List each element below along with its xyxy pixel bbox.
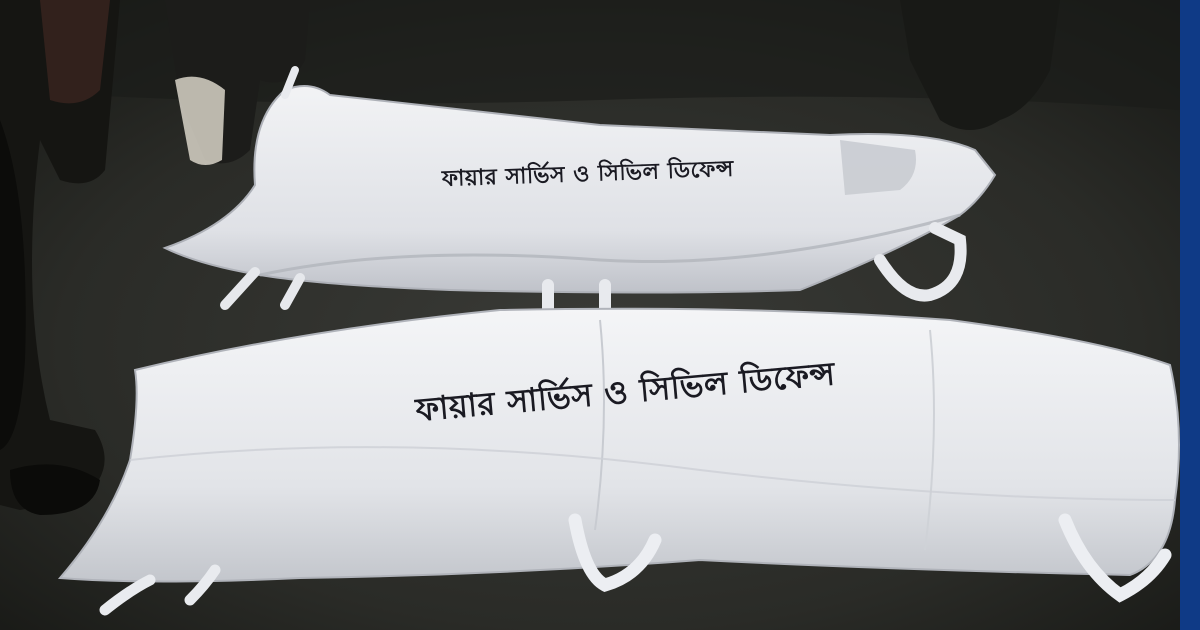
bag-label-bottom: ফায়ার সার্ভিস ও সিভিল ডিফেন্স [414, 354, 837, 429]
right-border-stripe [1180, 0, 1200, 630]
body-bag-bottom [60, 309, 1179, 610]
bag-label-top: ফায়ার সার্ভিস ও সিভিল ডিফেন্স [441, 156, 735, 192]
